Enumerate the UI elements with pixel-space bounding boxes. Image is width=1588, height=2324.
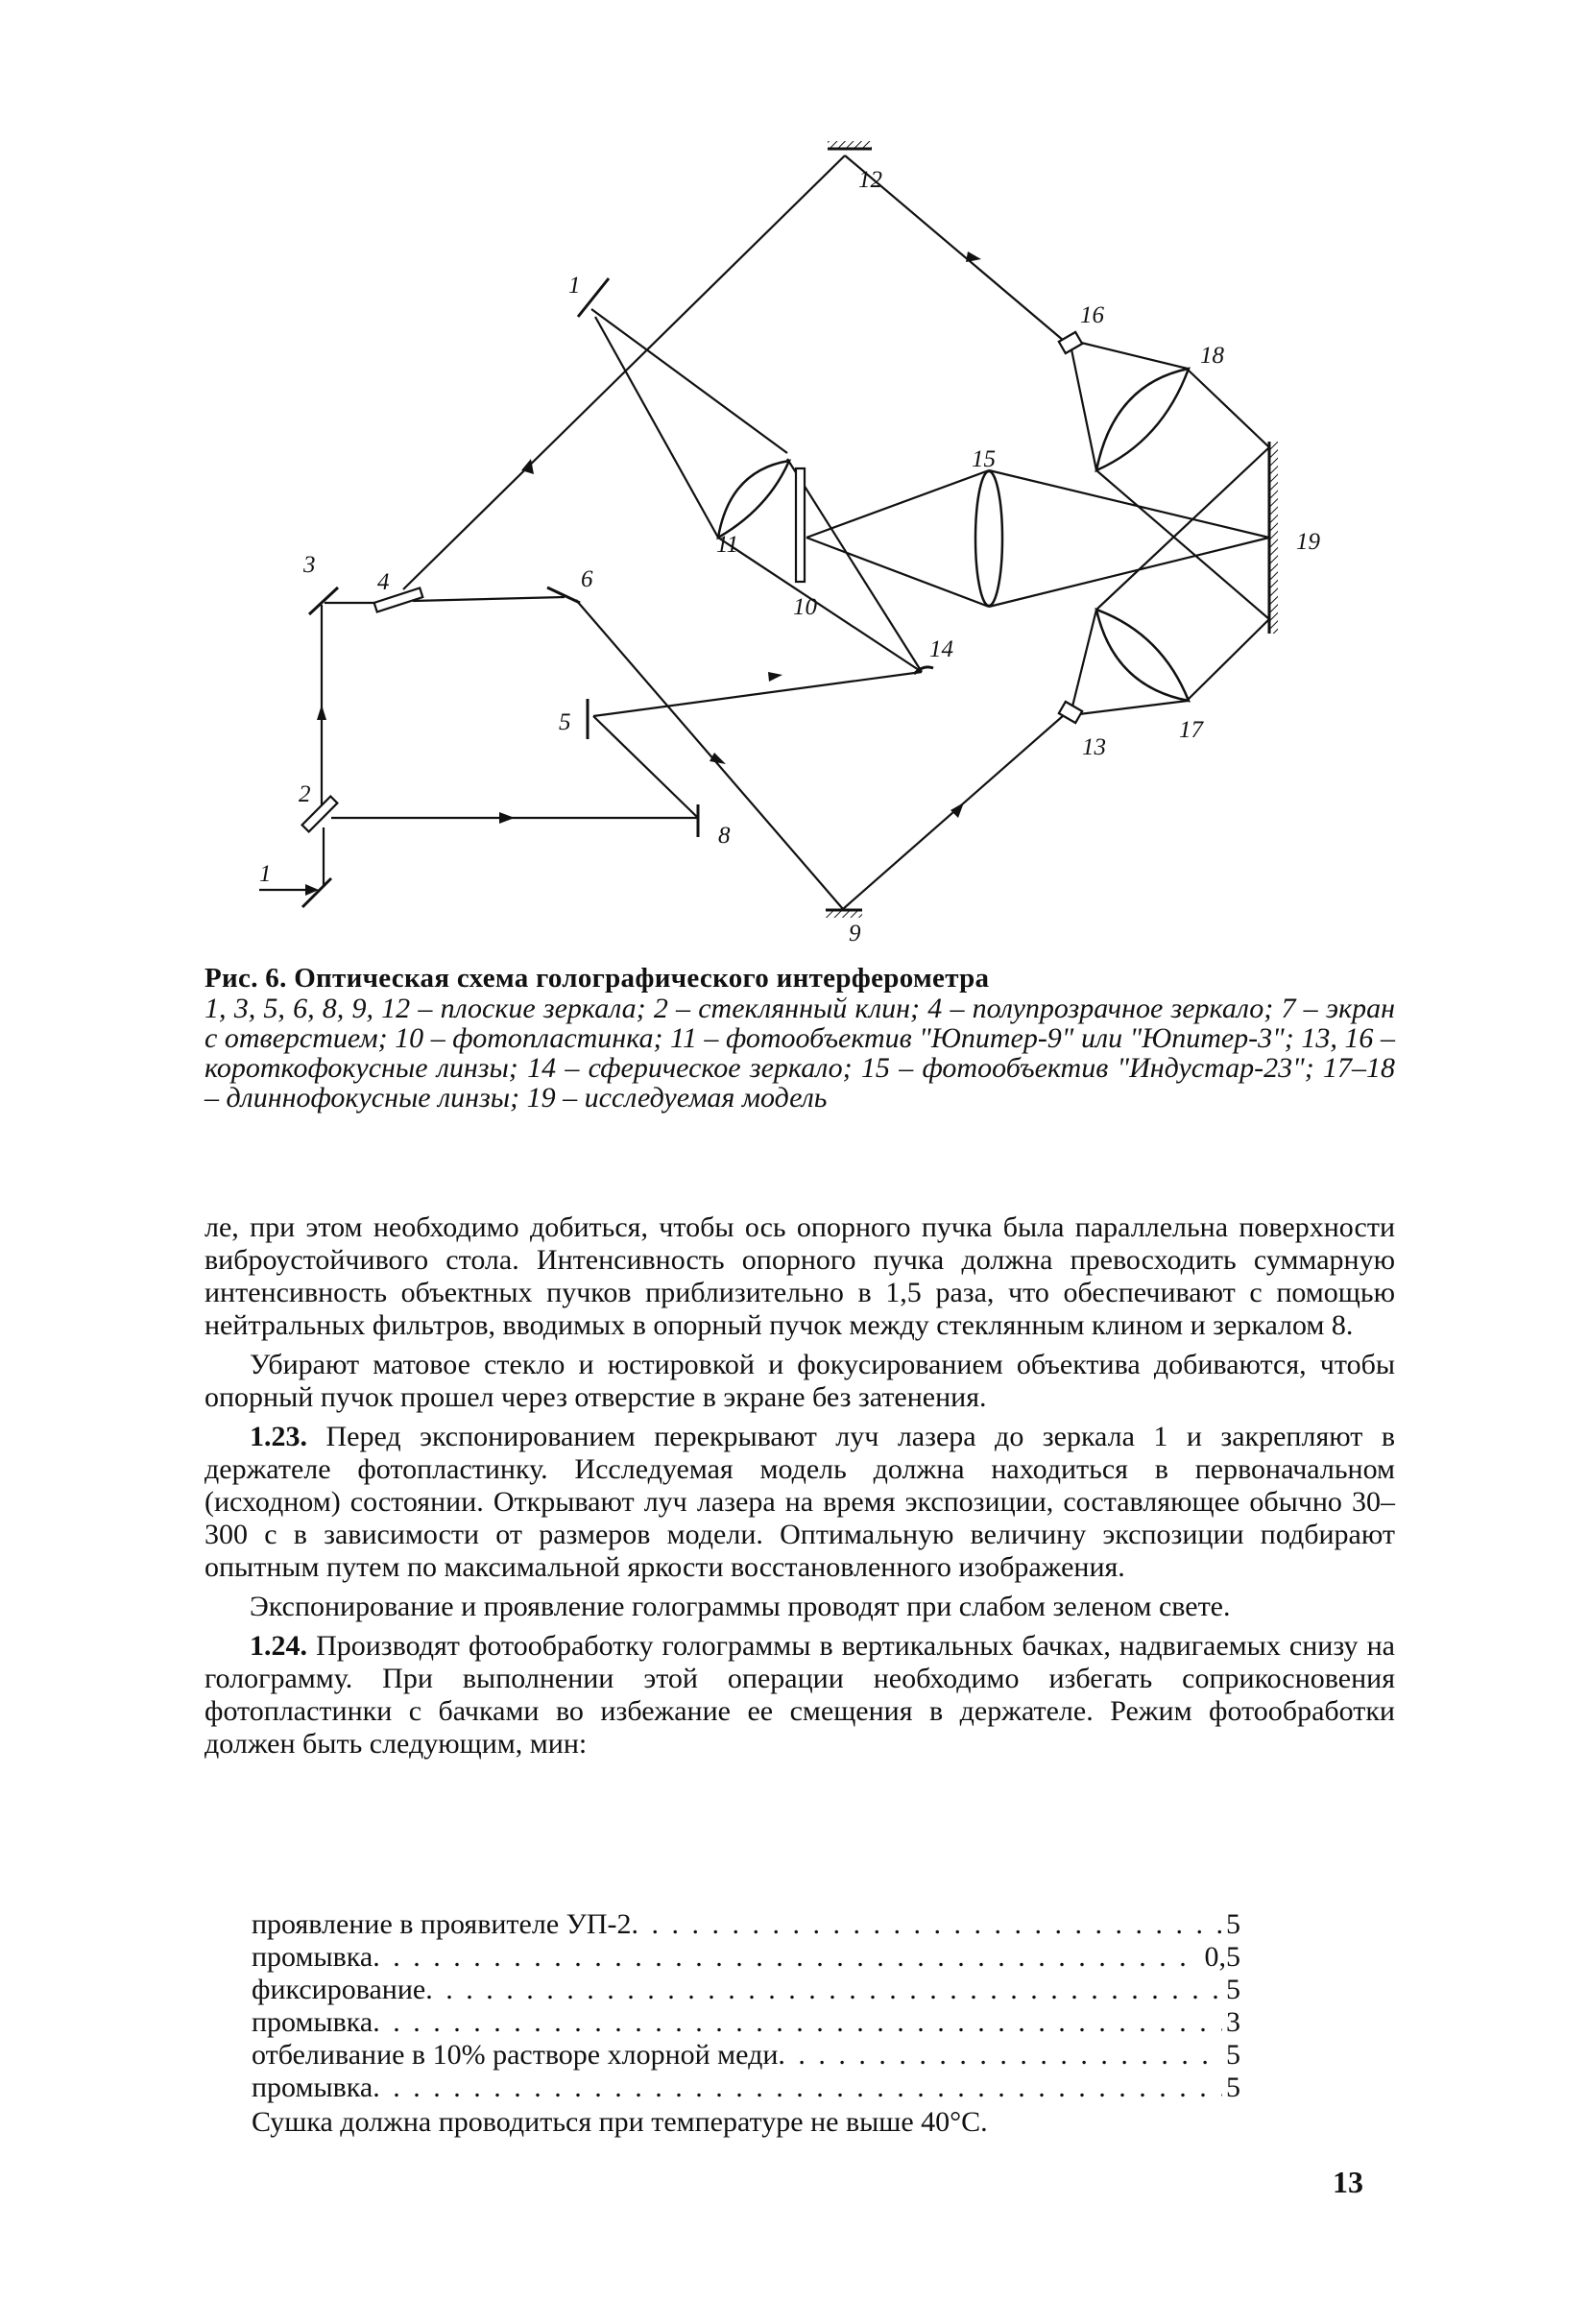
beam-10-to-15-lower (806, 538, 989, 607)
label-9: 9 (849, 921, 861, 946)
beam-1-to-11-lower (595, 317, 718, 538)
mirror-6 (547, 587, 580, 603)
section-number-1-24: 1.24. (250, 1630, 307, 1662)
label-13: 13 (1082, 734, 1106, 760)
label-8: 8 (718, 823, 731, 849)
beam-11-to-14-b (718, 538, 922, 672)
processing-schedule (252, 1908, 1240, 2104)
schedule-row: промывка . . . 5 (252, 2072, 1240, 2104)
beam-15-to-19-upper (989, 470, 1269, 538)
arrow-2-3 (317, 705, 326, 720)
beam-16-upper (1077, 342, 1188, 369)
beam-18-upper (1187, 369, 1269, 447)
label-3: 3 (303, 552, 316, 578)
lens-16 (1059, 332, 1082, 353)
lens-18 (1096, 369, 1189, 470)
beam-1-to-11-upper (591, 309, 787, 453)
schedule-row: отбеливание в 10% растворе хлорной меди . . . 5 (252, 2039, 1240, 2072)
lens-17 (1096, 610, 1189, 701)
paragraph-3 (205, 1421, 1395, 1584)
page-number: 13 (1333, 2165, 1363, 2199)
label-11: 11 (716, 532, 739, 558)
schedule-row: промывка . . . 3 (252, 2006, 1240, 2039)
label-5: 5 (559, 709, 571, 735)
label-2: 2 (299, 781, 311, 807)
photoplate-10 (796, 468, 805, 582)
label-19: 19 (1296, 529, 1320, 555)
caption-title: Рис. 6. Оптическая схема голографического интерферометра (205, 963, 990, 994)
lens-15 (975, 471, 1002, 606)
arrow-6-9 (710, 753, 726, 764)
label-15: 15 (972, 446, 996, 472)
label-12: 12 (858, 167, 882, 193)
paragraph-5 (205, 1630, 1395, 1761)
optical-scheme-diagram (0, 0, 1588, 960)
beam-4-to-12 (403, 156, 845, 589)
label-17: 17 (1179, 717, 1203, 743)
paragraph-4: Экспонирование и проявление голограммы проводят при слабом зеленом свете. (250, 1591, 1231, 1622)
closing-sentence: Сушка должна проводиться при температуре не выше 40°С. (252, 2106, 988, 2138)
label-4: 4 (377, 569, 390, 595)
arrow-9-13 (950, 803, 964, 818)
caption-legend: 1, 3, 5, 6, 8, 9, 12 – плоские зеркала; 2 – стеклянный клин; 4 – полупрозрачное зеркало; 7 – экран с отверстием; 10 – фотопластинка; 11 – фотообъектив "Юпитер-9" или "Юпитер-3"; 13, 16 – короткофокусные линзы; 14 – сферическое зеркало; 15 – фотообъектив "Индустар-23"; 17–18 – длиннофокусные линзы; 19 – исследуемая модель (205, 993, 1395, 1114)
schedule-row: фиксирование . . . 5 (252, 1974, 1240, 2006)
beam-5-to-8 (593, 716, 698, 818)
lens-11 (718, 461, 789, 538)
paragraph-5-text: Производят фотообработку голограммы в вертикальных бачках, надвигаемых снизу на голограмму. При выполнении этой операции необходимо избегать соприкосновения фотопластинки с бачками во избежание ее смещения в держателе. Режим фотообработки должен быть следующим, мин: (205, 1630, 1395, 1760)
beam-13-lower (1071, 610, 1096, 710)
beam-6-to-9 (576, 600, 843, 909)
schedule-row: проявление в проявителе УП-2 . . . 5 (252, 1908, 1240, 1941)
label-6: 6 (581, 566, 593, 592)
section-number-1-23: 1.23. (250, 1421, 307, 1452)
beam-4-to-6 (413, 597, 565, 601)
label-18: 18 (1200, 343, 1224, 369)
label-10: 10 (793, 594, 817, 620)
paragraph-1: ле, при этом необходимо добиться, чтобы ось опорного пучка была параллельна поверхности виброустойчивого стола. Интенсивность опорного пучка должна превосходить суммарную интенсивность объектных пучков приблизительно в 1,5 раза, что обеспечивают с помощью нейтральных фильтров, вводимых в опорный пучок между стеклянным клином и зеркалом 8. (205, 1211, 1395, 1341)
beam-15-to-19-lower (989, 538, 1269, 607)
optical-scheme-figure (0, 0, 1588, 960)
paragraph-3-text: Перед экспонированием перекрывают луч лазера до зеркала 1 и закрепляют в держателе фотопластинку. Исследуемая модель должна находиться в первоначальном (исходном) состоянии. Открывают луч лазера на время экспозиции, составляющее обычно 30–300 с в зависимости от размеров модели. Оптимальную величину экспозиции подбирают опытным путем по максимальной яркости восстановленного изображения. (205, 1421, 1395, 1583)
paragraph-2: Убирают матовое стекло и юстировкой и фокусированием объектива добиваются, чтобы опорный пучок прошел через отверстие в экране без затенения. (205, 1349, 1395, 1413)
beam-13-upper (1079, 701, 1188, 714)
beam-11-to-14-a (787, 459, 922, 672)
body-text (205, 1211, 1395, 1767)
figure-caption (205, 963, 1395, 1113)
arrow-12-16 (966, 252, 981, 262)
beam-17-lower (1096, 447, 1269, 610)
label-1: 1 (568, 273, 581, 299)
beam-10-to-15-upper (806, 470, 989, 538)
arrow-2-8 (499, 812, 515, 824)
label-input: 1 (259, 861, 272, 887)
label-14: 14 (929, 636, 953, 662)
beam-17-upper (1187, 619, 1269, 701)
lens-13 (1059, 702, 1082, 723)
schedule-row: промывка . . . 0,5 (252, 1941, 1240, 1974)
mirror-3 (309, 587, 338, 614)
label-16: 16 (1080, 302, 1104, 328)
beam-16-lower (1071, 349, 1096, 470)
arrow-5-14 (768, 672, 782, 682)
